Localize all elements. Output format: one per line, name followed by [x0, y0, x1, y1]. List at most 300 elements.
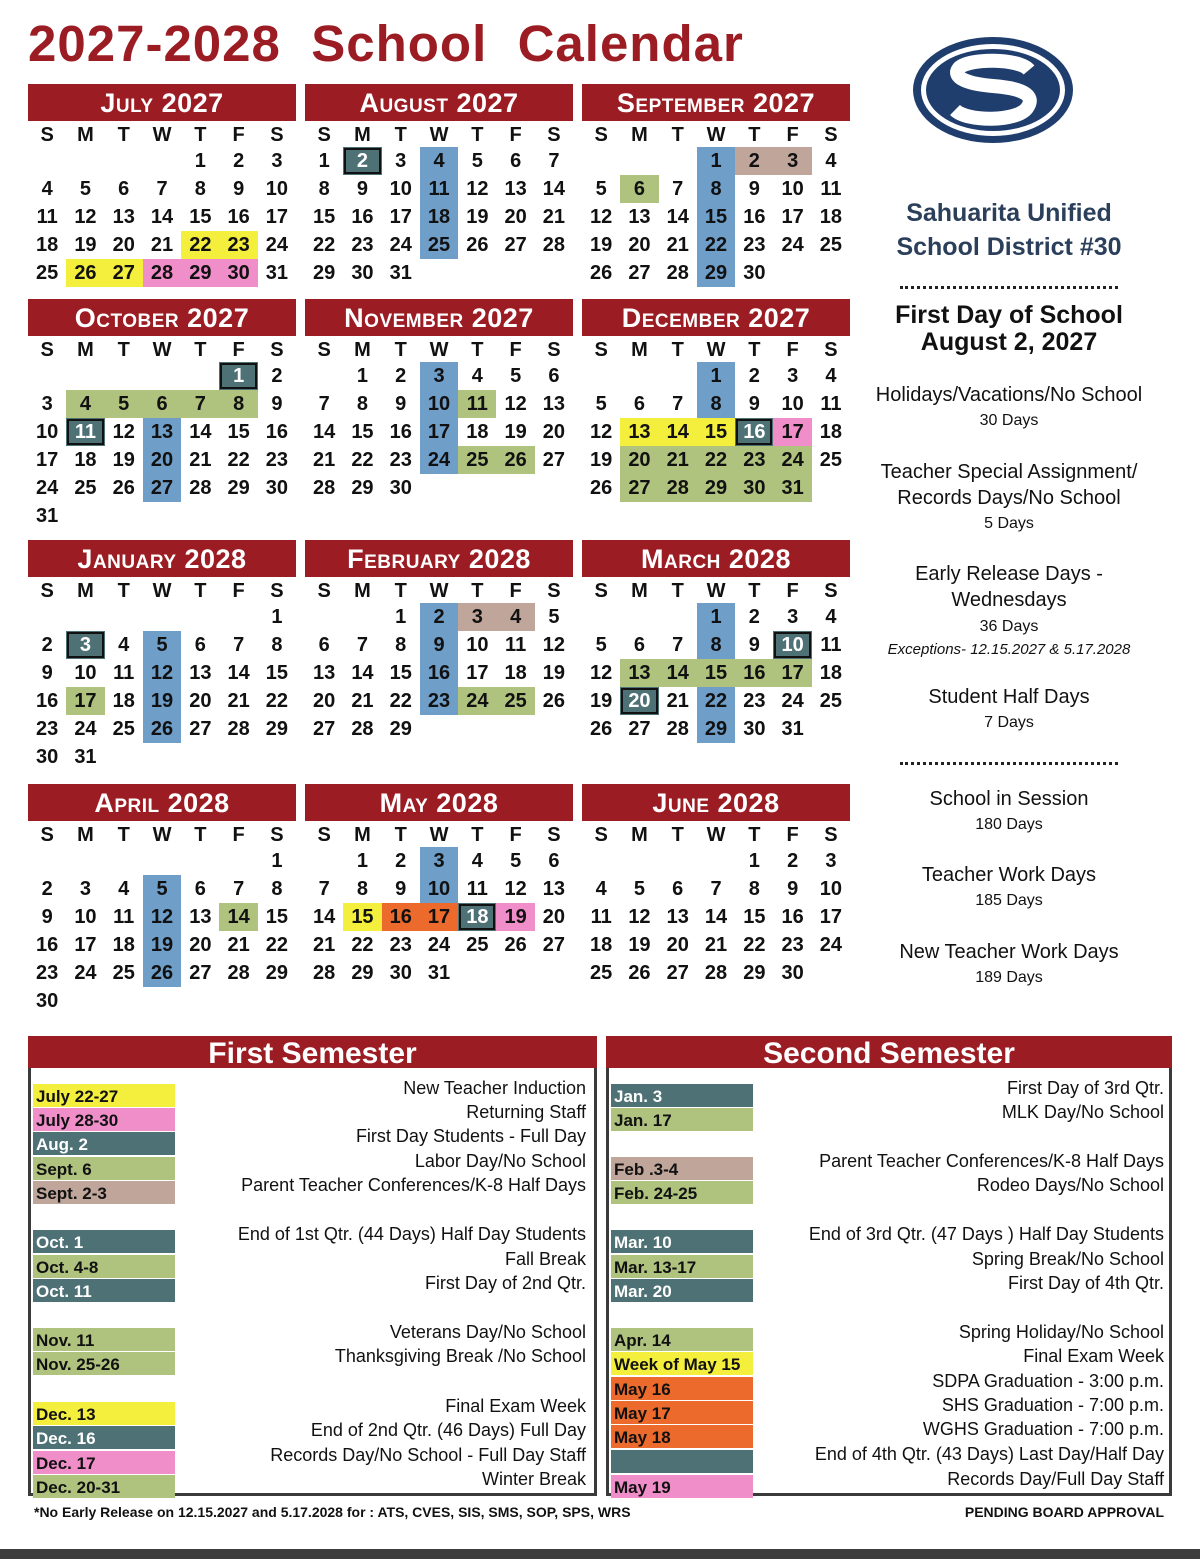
month-header: July 2027: [28, 84, 296, 121]
weekday-label: M: [631, 124, 648, 146]
month-grid: [28, 121, 296, 287]
calendar-day: 20: [620, 446, 658, 474]
weekday-label: S: [40, 339, 54, 361]
weekday-label: S: [824, 124, 838, 146]
calendar-day: 16: [420, 659, 458, 687]
empty-day: [105, 603, 143, 631]
weekday-label: S: [317, 124, 331, 146]
calendar-day: 27: [542, 449, 566, 471]
calendar-day: 8: [219, 390, 257, 418]
calendar-day: 31: [773, 474, 811, 502]
event-date: Sept. 2-3: [33, 1181, 175, 1204]
calendar-day: 14: [219, 903, 257, 931]
month-grid: [582, 121, 850, 287]
calendar-day: 30: [389, 477, 412, 499]
weekday-label: S: [317, 580, 331, 602]
calendar-day: 1: [395, 606, 407, 628]
empty-day: [620, 603, 658, 631]
calendar-day: 20: [112, 234, 135, 256]
calendar-day: 23: [389, 934, 412, 956]
event-description: Rodeo Days/No School: [976, 1175, 1164, 1195]
calendar-day: 5: [633, 878, 645, 900]
weekday-label: T: [671, 580, 684, 602]
calendar-day: 2: [233, 150, 245, 172]
event-description: Returning Staff: [466, 1102, 586, 1122]
first-day-date: August 2, 2027: [920, 328, 1098, 356]
empty-day: [343, 603, 381, 631]
calendar-day: 5: [595, 393, 607, 415]
calendar-day: 18: [36, 234, 59, 256]
calendar-day: 27: [189, 962, 212, 984]
second-semester-panel: [606, 1036, 1172, 1496]
empty-day: [659, 847, 697, 875]
calendar-day: 6: [318, 634, 330, 656]
event-description: Final Exam Week: [1023, 1346, 1164, 1366]
month-header: September 2027: [582, 84, 850, 121]
calendar-day: 19: [628, 934, 651, 956]
calendar-day: 24: [458, 687, 496, 715]
first-semester-title: First Semester: [28, 1036, 597, 1068]
empty-day: [620, 362, 658, 390]
empty-day: [181, 362, 219, 390]
weekday-label: T: [748, 124, 761, 146]
empty-day: [66, 362, 104, 390]
calendar-day: 24: [74, 962, 97, 984]
first-semester-panel: [28, 1036, 597, 1496]
calendar-day: 30: [389, 962, 412, 984]
calendar-day: 11: [820, 634, 842, 656]
calendar-day: 15: [265, 662, 289, 684]
empty-day: [219, 847, 257, 875]
calendar-day: 10: [781, 393, 804, 415]
calendar-day: 26: [590, 477, 613, 499]
calendar-day: 12: [590, 421, 613, 443]
calendar-day: 2: [343, 147, 381, 175]
calendar-day: 18: [819, 421, 843, 443]
calendar-day: 4: [420, 147, 458, 175]
calendar-day: 29: [227, 477, 250, 499]
weekday-label: T: [194, 824, 207, 846]
calendar-day: 25: [819, 234, 843, 256]
calendar-day: 3: [787, 606, 799, 628]
calendar-day: 18: [819, 206, 843, 228]
calendar-day: 13: [620, 418, 658, 446]
calendar-day: 27: [189, 718, 212, 740]
calendar-day: 27: [105, 259, 143, 287]
weekday-label: M: [631, 339, 648, 361]
calendar-day: 11: [820, 393, 842, 415]
weekday-label: S: [594, 580, 608, 602]
calendar-day: 22: [313, 234, 336, 256]
calendar-day: 23: [36, 718, 59, 740]
calendar-day: 25: [590, 962, 613, 984]
calendar-day: 1: [748, 850, 760, 872]
calendar-day: 24: [819, 934, 843, 956]
stat-holidays: [858, 382, 1160, 434]
calendar-day: 15: [389, 662, 412, 684]
event-description: Records Day/No School - Full Day Staff: [270, 1445, 586, 1465]
empty-day: [143, 603, 181, 631]
calendar-day: 21: [313, 934, 336, 956]
calendar-day: 15: [189, 206, 212, 228]
calendar-day: 21: [666, 690, 689, 712]
calendar-day: 29: [351, 962, 374, 984]
weekday-label: W: [706, 339, 726, 361]
stat-label: Teacher Work Days: [921, 864, 1097, 886]
empty-day: [143, 847, 181, 875]
calendar-day: 26: [542, 690, 566, 712]
weekday-label: T: [671, 124, 684, 146]
calendar-day: 22: [351, 934, 374, 956]
calendar-day: 25: [74, 477, 97, 499]
weekday-label: F: [786, 124, 799, 146]
calendar-day: 24: [36, 477, 59, 499]
empty-day: [305, 847, 343, 875]
month-header: April 2028: [28, 784, 296, 821]
calendar-day: 12: [504, 393, 527, 415]
month-calendar: [28, 540, 296, 771]
event-description: Winter Break: [481, 1469, 586, 1489]
calendar-day: 4: [825, 365, 837, 387]
calendar-day: 29: [265, 718, 289, 740]
calendar-day: 4: [496, 603, 534, 631]
calendar-day: 21: [227, 934, 250, 956]
event-date: Dec. 17: [33, 1451, 175, 1474]
stat-value: 5 Days: [984, 515, 1034, 532]
weekday-label: S: [824, 824, 838, 846]
calendar-day: 12: [628, 906, 651, 928]
calendar-day: 8: [318, 178, 330, 200]
calendar-day: 22: [743, 934, 766, 956]
calendar-day: 20: [542, 906, 566, 928]
calendar-day: 12: [112, 421, 135, 443]
calendar-day: 8: [395, 634, 407, 656]
calendar-day: 13: [620, 659, 658, 687]
calendar-day: 29: [697, 715, 735, 743]
calendar-day: 24: [427, 934, 451, 956]
month-grid: [582, 577, 850, 743]
weekday-label: T: [748, 339, 761, 361]
calendar-day: 7: [710, 878, 722, 900]
empty-day: [181, 603, 219, 631]
calendar-day: 17: [819, 906, 843, 928]
calendar-day: 23: [781, 934, 804, 956]
event-description: Labor Day/No School: [414, 1151, 586, 1171]
calendar-day: 7: [672, 634, 684, 656]
calendar-day: 15: [697, 418, 735, 446]
weekday-label: F: [232, 824, 245, 846]
district-logo: [909, 34, 1077, 146]
calendar-day: 28: [351, 718, 374, 740]
calendar-day: 18: [74, 449, 97, 471]
empty-day: [305, 362, 343, 390]
calendar-day: 24: [781, 690, 804, 712]
calendar-day: 16: [382, 903, 420, 931]
calendar-day: 2: [748, 365, 760, 387]
calendar-day: 25: [36, 262, 59, 284]
calendar-day: 30: [265, 477, 289, 499]
month-grid: [305, 577, 573, 743]
calendar-day: 18: [458, 903, 496, 931]
calendar-day: 8: [271, 634, 283, 656]
calendar-day: 28: [227, 718, 250, 740]
event-date: Sept. 6: [33, 1157, 175, 1180]
first-day-of-school: [858, 302, 1160, 356]
stat-value: 185 Days: [975, 892, 1043, 909]
month-calendar: [28, 84, 296, 287]
empty-day: [305, 603, 343, 631]
event-date: Oct. 4-8: [33, 1255, 175, 1278]
calendar-day: 11: [420, 175, 458, 203]
calendar-day: 6: [633, 393, 645, 415]
calendar-day: 11: [458, 390, 496, 418]
calendar-day: 3: [787, 365, 799, 387]
district-line-2: School District #30: [896, 233, 1122, 261]
divider: [858, 286, 1160, 289]
calendar-day: 3: [420, 847, 458, 875]
month-calendar: [582, 540, 850, 743]
stat-label: Student Half Days: [928, 686, 1090, 708]
stat-early-release: [858, 561, 1160, 659]
calendar-day: 21: [542, 206, 566, 228]
calendar-day: 10: [420, 390, 458, 418]
weekday-label: W: [706, 580, 726, 602]
calendar-day: 15: [313, 206, 336, 228]
stat-label: New Teacher Work Days: [899, 941, 1119, 963]
page-title: 2027-2028 School Calendar: [28, 15, 744, 72]
calendar-day: 8: [697, 390, 735, 418]
calendar-day: 16: [227, 206, 250, 228]
calendar-day: 28: [666, 262, 689, 284]
empty-day: [143, 147, 181, 175]
calendar-day: 2: [420, 603, 458, 631]
calendar-day: 4: [41, 178, 53, 200]
calendar-day: 16: [36, 934, 59, 956]
calendar-day: 26: [112, 477, 135, 499]
event-date: May 16: [611, 1377, 753, 1400]
stat-label: Early Release Days -: [915, 563, 1103, 585]
calendar-day: 20: [143, 446, 181, 474]
calendar-day: 5: [595, 634, 607, 656]
weekday-label: S: [547, 124, 561, 146]
stat-label: Holidays/Vacations/No School: [875, 384, 1143, 406]
calendar-day: 28: [313, 477, 336, 499]
calendar-day: 17: [773, 418, 811, 446]
event-description: Records Day/Full Day Staff: [947, 1469, 1164, 1489]
month-header: June 2028: [582, 784, 850, 821]
calendar-day: 9: [420, 631, 458, 659]
weekday-label: F: [786, 580, 799, 602]
weekday-label: S: [40, 124, 54, 146]
weekday-label: S: [270, 124, 284, 146]
calendar-day: 11: [113, 662, 135, 684]
weekday-label: W: [152, 580, 172, 602]
calendar-day: 23: [389, 449, 412, 471]
event-date: [611, 1450, 753, 1473]
weekday-label: T: [194, 124, 207, 146]
stat-label: Teacher Special Assignment/: [880, 461, 1138, 483]
event-date: Dec. 13: [33, 1402, 175, 1425]
calendar-day: 20: [189, 690, 212, 712]
event-date: May 18: [611, 1425, 753, 1448]
weekday-label: T: [194, 339, 207, 361]
divider: [858, 762, 1160, 765]
stat-half-days: [858, 684, 1160, 736]
month-grid: [582, 821, 850, 987]
district-line-1: Sahuarita Unified: [906, 199, 1112, 227]
event-date: Mar. 13-17: [611, 1255, 753, 1278]
weekday-label: S: [824, 580, 838, 602]
event-description: End of 4th Qtr. (43 Days) Last Day/Half Day: [814, 1444, 1164, 1464]
empty-day: [28, 603, 66, 631]
event-description: First Day of 4th Qtr.: [1007, 1273, 1164, 1293]
calendar-day: 6: [510, 150, 522, 172]
calendar-day: 6: [194, 634, 206, 656]
weekday-label: T: [394, 824, 407, 846]
calendar-day: 25: [819, 449, 843, 471]
calendar-day: 29: [181, 259, 219, 287]
event-description: WGHS Graduation - 7:00 p.m.: [922, 1419, 1164, 1439]
pending-approval: PENDING BOARD APPROVAL: [964, 1504, 1164, 1520]
calendar-day: 2: [748, 606, 760, 628]
calendar-day: 30: [743, 262, 766, 284]
stat-value: 189 Days: [975, 969, 1043, 986]
calendar-day: 21: [227, 690, 250, 712]
calendar-day: 8: [356, 393, 368, 415]
district-name: [858, 196, 1160, 264]
event-description: Final Exam Week: [445, 1396, 586, 1416]
calendar-day: 21: [351, 690, 374, 712]
weekday-label: S: [594, 824, 608, 846]
calendar-day: 13: [189, 662, 212, 684]
calendar-day: 3: [79, 878, 91, 900]
calendar-day: 20: [504, 206, 527, 228]
event-date: Dec. 16: [33, 1426, 175, 1449]
calendar-day: 14: [704, 906, 728, 928]
calendar-day: 31: [781, 718, 804, 740]
calendar-day: 19: [504, 421, 527, 443]
month-calendar: [305, 784, 573, 987]
calendar-day: 1: [318, 150, 330, 172]
calendar-day: 10: [819, 878, 843, 900]
calendar-day: 3: [395, 150, 407, 172]
calendar-day: 8: [194, 178, 206, 200]
empty-day: [582, 603, 620, 631]
calendar-day: 21: [150, 234, 174, 256]
calendar-day: 13: [666, 906, 689, 928]
stat-teacher-work: [858, 862, 1160, 914]
weekday-label: T: [117, 124, 130, 146]
calendar-day: 14: [542, 178, 566, 200]
calendar-day: 10: [420, 875, 458, 903]
calendar-day: 3: [825, 850, 837, 872]
event-description: Veterans Day/No School: [389, 1322, 586, 1342]
stat-value: 30 Days: [979, 412, 1039, 429]
calendar-day: 20: [189, 934, 212, 956]
calendar-day: 28: [704, 962, 728, 984]
weekday-label: W: [152, 124, 172, 146]
calendar-day: 15: [351, 421, 374, 443]
first-day-label: First Day of School: [895, 301, 1123, 329]
weekday-label: F: [509, 339, 522, 361]
bottom-bar: [0, 1549, 1200, 1559]
event-date: Aug. 2: [33, 1132, 175, 1155]
weekday-label: F: [509, 824, 522, 846]
event-date: Mar. 10: [611, 1230, 753, 1253]
calendar-day: 7: [672, 393, 684, 415]
calendar-day: 27: [143, 474, 181, 502]
calendar-day: 6: [672, 878, 684, 900]
calendar-day: 18: [590, 934, 613, 956]
calendar-day: 28: [666, 718, 689, 740]
weekday-label: T: [471, 124, 484, 146]
calendar-day: 16: [735, 659, 773, 687]
calendar-day: 23: [743, 234, 766, 256]
calendar-day: 9: [748, 634, 760, 656]
weekday-label: T: [117, 339, 130, 361]
calendar-day: 8: [748, 878, 760, 900]
calendar-day: 2: [271, 365, 283, 387]
calendar-day: 22: [697, 687, 735, 715]
empty-day: [582, 147, 620, 175]
month-header: February 2028: [305, 540, 573, 577]
weekday-label: M: [77, 580, 94, 602]
calendar-day: 23: [743, 690, 766, 712]
event-date: May 17: [611, 1401, 753, 1424]
month-calendar: [582, 299, 850, 502]
calendar-day: 24: [420, 446, 458, 474]
weekday-label: S: [40, 580, 54, 602]
calendar-day: 4: [118, 634, 130, 656]
calendar-day: 7: [233, 634, 245, 656]
event-date: Nov. 11: [33, 1328, 175, 1351]
weekday-label: W: [152, 339, 172, 361]
empty-day: [105, 847, 143, 875]
event-date: Week of May 15: [611, 1352, 753, 1375]
calendar-day: 19: [590, 234, 613, 256]
calendar-day: 13: [189, 906, 212, 928]
calendar-day: 5: [510, 850, 522, 872]
calendar-day: 26: [466, 234, 489, 256]
calendar-day: 13: [628, 206, 651, 228]
calendar-day: 16: [735, 418, 773, 446]
calendar-day: 25: [496, 687, 534, 715]
calendar-day: 17: [265, 206, 289, 228]
calendar-day: 21: [313, 449, 336, 471]
calendar-day: 5: [143, 631, 181, 659]
event-date: Oct. 1: [33, 1230, 175, 1253]
calendar-day: 30: [781, 962, 804, 984]
calendar-day: 16: [389, 421, 412, 443]
calendar-day: 18: [112, 690, 135, 712]
calendar-day: 29: [265, 962, 289, 984]
calendar-day: 25: [112, 962, 135, 984]
calendar-day: 15: [697, 203, 735, 231]
event-date: Mar. 20: [611, 1279, 753, 1302]
calendar-day: 13: [542, 878, 566, 900]
calendar-day: 9: [395, 878, 407, 900]
calendar-day: 1: [697, 362, 735, 390]
calendar-day: 2: [41, 634, 53, 656]
weekday-label: W: [429, 580, 449, 602]
weekday-label: W: [152, 824, 172, 846]
event-description: Spring Holiday/No School: [958, 1322, 1164, 1342]
calendar-day: 8: [271, 878, 283, 900]
calendar-day: 6: [633, 634, 645, 656]
calendar-day: 3: [271, 150, 283, 172]
month-grid: [582, 336, 850, 502]
weekday-label: T: [394, 124, 407, 146]
